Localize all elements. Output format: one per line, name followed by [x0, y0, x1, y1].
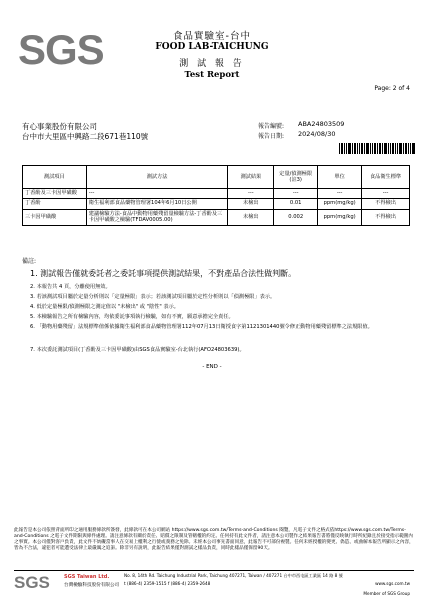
cell-result: 未檢出 [228, 209, 274, 225]
header-standard: 食品衛生標準 [362, 166, 410, 189]
footer-divider [14, 570, 414, 571]
cell-method: --- [86, 189, 228, 199]
report-title-cn: 測 試 報 告 [179, 59, 245, 69]
footer-member: Member of SGS Group [363, 591, 410, 596]
table-row [23, 198, 410, 209]
client-address: 台中市大里區中興路二段671巷110號 [22, 132, 149, 141]
note-item: 6. 「動物用藥殘留」法規標準值係依據衛生福利部食品藥物管理署112年07月13日衛授食字第1121301440號令修正動物用藥殘留標準之法規限值。 [30, 324, 373, 330]
cell-method: 衛生福利部食品藥物管理署104年6月10日公開 [86, 198, 228, 209]
sgs-footer-logo [14, 572, 60, 592]
cell-item: 丁香酚 [23, 198, 87, 209]
header-result: 測試結果 [228, 166, 274, 189]
footer-company-en: SGS Taiwan Ltd. [64, 574, 110, 580]
svg-text:SGS: SGS [14, 573, 50, 592]
cell-method: 建議檢驗方法-食品中動物用藥殘留量檢驗方法-丁香酚及三卡因甲磺酸之檢驗(TFDAV0005.00) [86, 209, 228, 225]
cell-result: 未檢出 [228, 198, 274, 209]
cell-standard: --- [362, 189, 410, 199]
table-row [23, 209, 410, 225]
note-item: 4. 低於定量極限/偵測極限之測定值以 "未檢出" 或 "陰性" 表示。 [30, 304, 179, 310]
lab-title-cn: 食品實驗室-台中 [173, 31, 251, 42]
header-unit: 單位 [318, 166, 362, 189]
table-header-row [23, 166, 410, 189]
lab-title-en: FOOD LAB-TAICHUNG [155, 42, 269, 52]
results-table [22, 165, 410, 226]
cell-unit: --- [318, 189, 362, 199]
cell-standard: 不得檢出 [362, 209, 410, 225]
report-title-en: Test Report [184, 70, 240, 80]
cell-unit: ppm(mg/kg) [318, 209, 362, 225]
header-limit: 定量/偵測極限(註3) [274, 166, 318, 189]
footer-company-cn: 台灣檢驗科技股份有限公司 [64, 583, 120, 588]
header-method: 測試方法 [86, 166, 228, 189]
client-company: 有心事業股份有限公司 [22, 122, 97, 131]
cell-unit: ppm(mg/kg) [318, 198, 362, 209]
report-number: ABA24803509 [298, 120, 345, 128]
note-item: 1. 測試報告僅就委託者之委託事項提供測試結果，不對產品合法性做判斷。 [30, 269, 297, 278]
disclaimer-text: 此報告是本公司依照背面所印之通用服務條款所簽發，此條款可在本公司網站 https://www.sgs.com.tw/Terms-and-Conditions 閱覽，凡電子文件之格式依https://www.sgs.com.tw/Terms-and-Conditions 之電子文件期限與條件處理。請注意條款有關於責任、賠償之限制及管轄權的約定。任何持有此文件者，請注意本公司製作之結果報告書將僅反映執行時所紀錄且於接受指示範圍內之事實。本公司僅對客戶負責，此文件不妨礙當事人在交易上權利之行使或義務之免除。未經本公司事先書面同意，此報告不可部份複製。任何未經授權的變更、偽造、或曲解本報告所顯示之內容，皆為不合法，違犯者可能遭受法律上最嚴厲之追訴。除非另有說明，此報告結果僅對測試之樣品負責，同時此樣品僅保留90天。 [14, 528, 414, 551]
note-item: 5. 本檢驗報告之所有檢驗內容，均依委託事項執行檢驗，如有不實，願意承擔完全責任。 [30, 314, 234, 320]
barcode [339, 143, 415, 154]
note-item: 2. 本報告共 4 頁，分離使用無效。 [30, 284, 111, 290]
header-item: 測試項目 [23, 166, 87, 189]
cell-item: 丁香酚及三卡因甲磺酸 [23, 189, 87, 199]
svg-text:SGS: SGS [18, 26, 104, 70]
notes-title: 備註: [22, 258, 37, 265]
cell-limit: 0.002 [274, 209, 318, 225]
cell-limit: 0.01 [274, 198, 318, 209]
report-number-label: 報告編號: [258, 123, 285, 130]
cell-item: 三卡因甲磺酸 [23, 209, 87, 225]
table-row [23, 189, 410, 199]
report-date-label: 報告日期: [258, 133, 285, 140]
end-marker: - END - [202, 364, 222, 370]
page-number: Page: 2 of 4 [374, 85, 410, 92]
note-item: 7. 本次委託測試項目(丁香酚及三卡因甲磺酸)由SGS食品實驗室-台北執行(AFO24803639)。 [30, 347, 245, 353]
cell-limit: --- [274, 189, 318, 199]
footer-phone: t (886-4) 2359-1515 f (886-4) 2359-2648 [124, 581, 211, 586]
cell-result: --- [228, 189, 274, 199]
cell-standard: 不得檢出 [362, 198, 410, 209]
note-item: 3. 若該測試項目屬於定量分析則以「定量極限」表示；若該測試項目屬於定性分析則以「偵測極限」表示。 [30, 294, 276, 300]
report-date: 2024/08/30 [298, 130, 336, 138]
footer-address: No. 8, 14th Rd. Taichung Industrial Park, Taichung 407271, Taiwan / 407271 台中市西屯區工業區 14 路 8 號 [124, 573, 343, 578]
footer-website[interactable]: www.sgs.com.tw [375, 581, 410, 586]
